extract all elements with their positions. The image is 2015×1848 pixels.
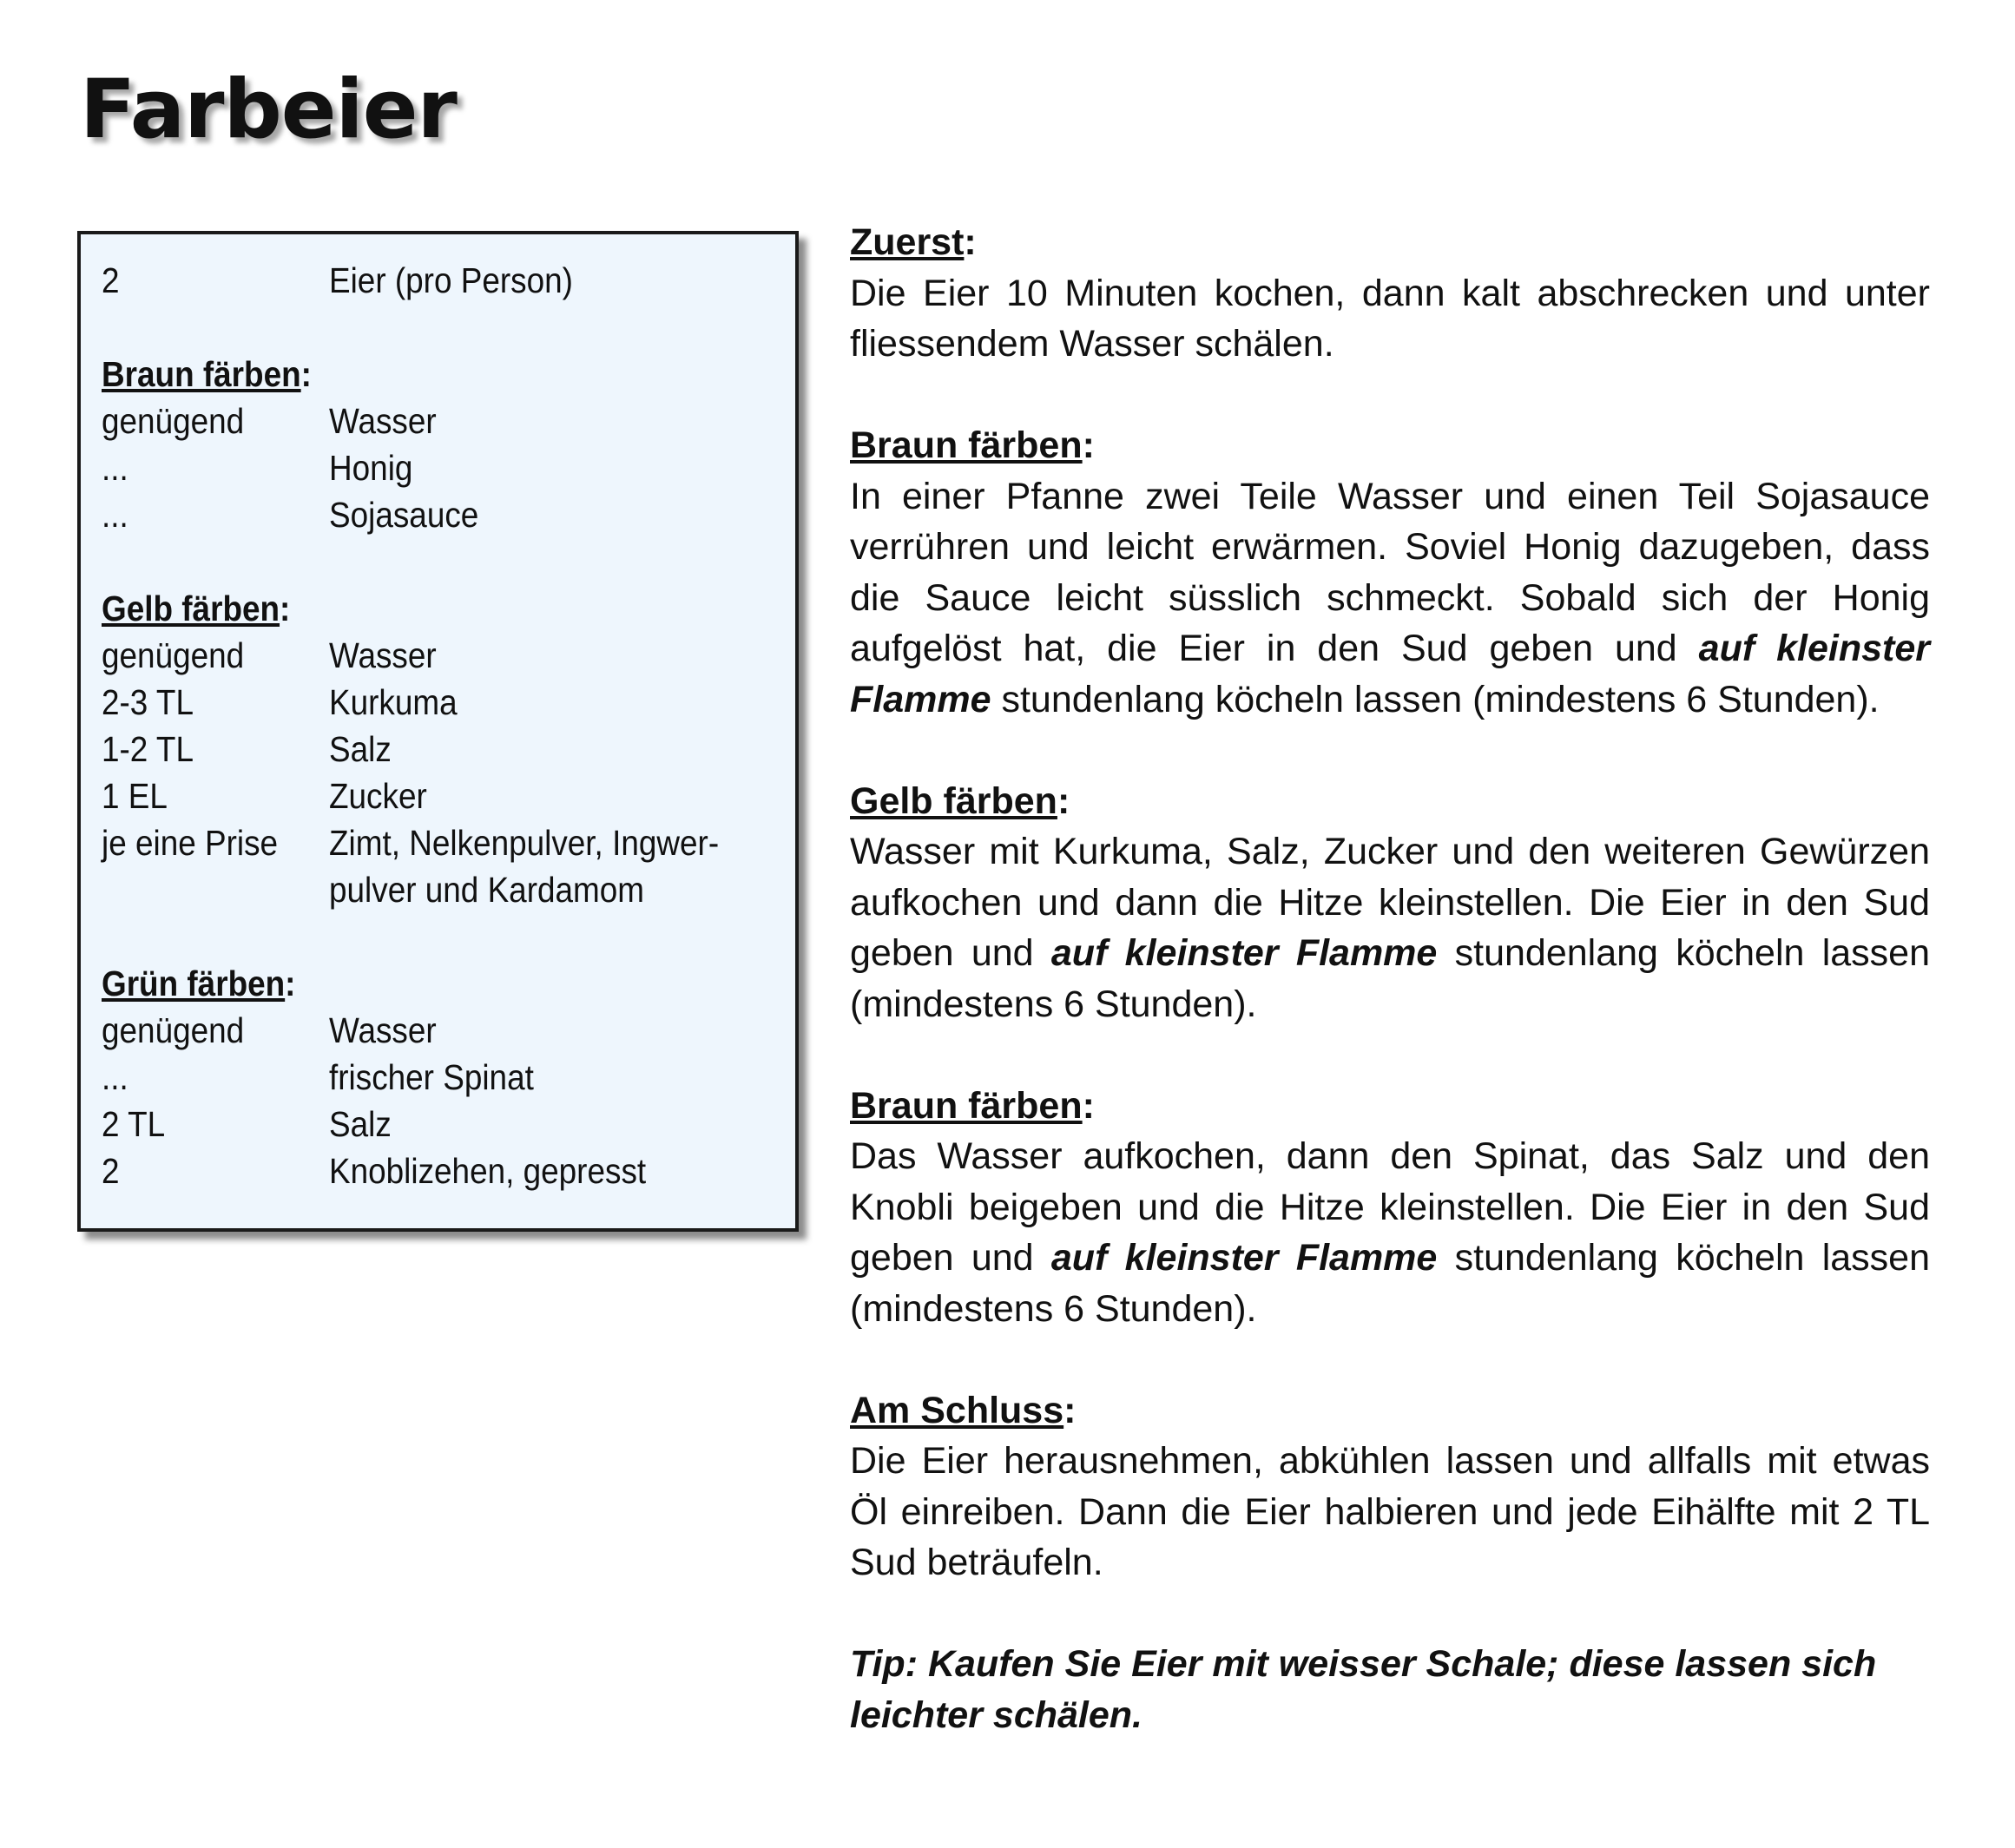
ingredient-quantity: 1-2 TL (102, 729, 194, 769)
ingredient-name: Zimt, Nelkenpulver, Ingwer- pulver und Kardamom (329, 823, 720, 910)
ingredient-group-header: Braun färben: (102, 354, 312, 394)
ingredient-row (102, 726, 778, 773)
ingredient-quantity: 2 (102, 260, 120, 300)
step-body: Die Eier 10 Minuten kochen, dann kalt abschrecken und unter fliessendem Wasser schälen. (850, 272, 1930, 365)
ingredient-quantity: 1 EL (102, 776, 168, 816)
ingredient-row (102, 1101, 778, 1148)
ingredient-quantity: 2-3 TL (102, 682, 194, 722)
tip-note: Tip: Kaufen Sie Eier mit weisser Schale; diese lassen sich leichter schälen. (850, 1643, 1877, 1736)
ingredient-quantity: ... (102, 1057, 128, 1097)
step-gruen (850, 1081, 1930, 1335)
ingredient-row (102, 1007, 778, 1054)
step-braun (850, 420, 1930, 725)
ingredient-row (102, 257, 778, 304)
step-heading: Zuerst: (850, 221, 977, 263)
ingredient-row (102, 632, 778, 679)
ingredient-quantity: 2 TL (102, 1104, 166, 1144)
ingredient-quantity: je eine Prise (102, 823, 279, 863)
ingredient-group-braun (102, 351, 778, 538)
step-body: Das Wasser aufkochen, dann den Spinat, das Salz und den Knobli beigeben und die Hitze kleinstellen. Die Eier in den Sud geben und auf kleinster Flamme stundenlang köcheln lassen (mindestens 6 Stunden). (850, 1135, 1931, 1330)
ingredient-quantity: 2 (102, 1151, 120, 1191)
ingredient-name: Salz (329, 1104, 392, 1144)
ingredient-group-gruen (102, 960, 778, 1194)
ingredient-name: Salz (329, 729, 392, 769)
step-body: Wasser mit Kurkuma, Salz, Zucker und den weiteren Gewürzen aufkochen und dann die Hitze kleinstellen. Die Eier in den Sud geben und auf kleinster Flamme stundenlang köcheln lassen (mindestens 6 Stunden). (850, 831, 1931, 1025)
emphasis: auf kleinster Flamme (1050, 932, 1438, 974)
step-heading: Am Schluss: (850, 1389, 1077, 1431)
ingredient-group-header: Grün färben: (102, 963, 296, 1003)
emphasis: auf kleinster Flamme (1050, 1237, 1438, 1279)
step-body: Die Eier herausnehmen, abkühlen lassen und allfalls mit etwas Öl einreiben. Dann die Eier halbieren und jede Eihälfte mit 2 TL Sud beträufeln. (850, 1440, 1930, 1583)
instructions (850, 217, 1930, 1740)
emphasis: auf kleinster Flamme (850, 628, 1930, 720)
ingredient-name: Kurkuma (329, 682, 458, 722)
ingredient-name: Knoblizehen, gepresst (329, 1151, 647, 1191)
ingredient-quantity: genügend (102, 1010, 245, 1050)
ingredient-name: Zucker (329, 776, 427, 816)
ingredient-name: Eier (pro Person) (329, 260, 573, 300)
ingredient-row (102, 679, 778, 726)
ingredient-group-intro (102, 257, 778, 304)
ingredient-group-header: Gelb färben: (102, 589, 291, 628)
ingredients-box (77, 231, 799, 1232)
step-gelb (850, 776, 1930, 1030)
page-title: Farbeier (80, 62, 457, 157)
ingredient-row (102, 819, 778, 913)
ingredient-name: Wasser (329, 635, 437, 675)
step-heading: Gelb färben: (850, 779, 1070, 822)
ingredient-row (102, 1054, 778, 1101)
ingredient-quantity: ... (102, 448, 128, 488)
ingredient-name: Wasser (329, 1010, 437, 1050)
ingredient-name: Wasser (329, 401, 437, 441)
step-body: In einer Pfanne zwei Teile Wasser und einen Teil Sojasauce verrühren und leicht erwärmen. Soviel Honig dazugeben, dass die Sauce leicht süsslich schmeckt. Sobald sich der Honig aufgelöst hat, die Eier in den Sud geben und auf kleinster Flamme stundenlang köcheln lassen (mindestens 6 Stunden). (850, 475, 1930, 720)
ingredient-row (102, 1148, 778, 1194)
step-heading: Braun färben: (850, 424, 1095, 466)
ingredient-row (102, 773, 778, 819)
ingredient-quantity: genügend (102, 635, 245, 675)
ingredient-name: Sojasauce (329, 495, 479, 535)
ingredient-row (102, 491, 778, 538)
ingredient-group-gelb (102, 585, 778, 913)
step-zuerst (850, 217, 1930, 370)
ingredient-quantity: ... (102, 495, 128, 535)
step-schluss (850, 1385, 1930, 1588)
ingredient-row (102, 444, 778, 491)
step-heading: Braun färben: (850, 1084, 1095, 1127)
ingredient-row (102, 398, 778, 444)
ingredient-quantity: genügend (102, 401, 245, 441)
ingredient-name: frischer Spinat (329, 1057, 534, 1097)
ingredient-name: Honig (329, 448, 413, 488)
